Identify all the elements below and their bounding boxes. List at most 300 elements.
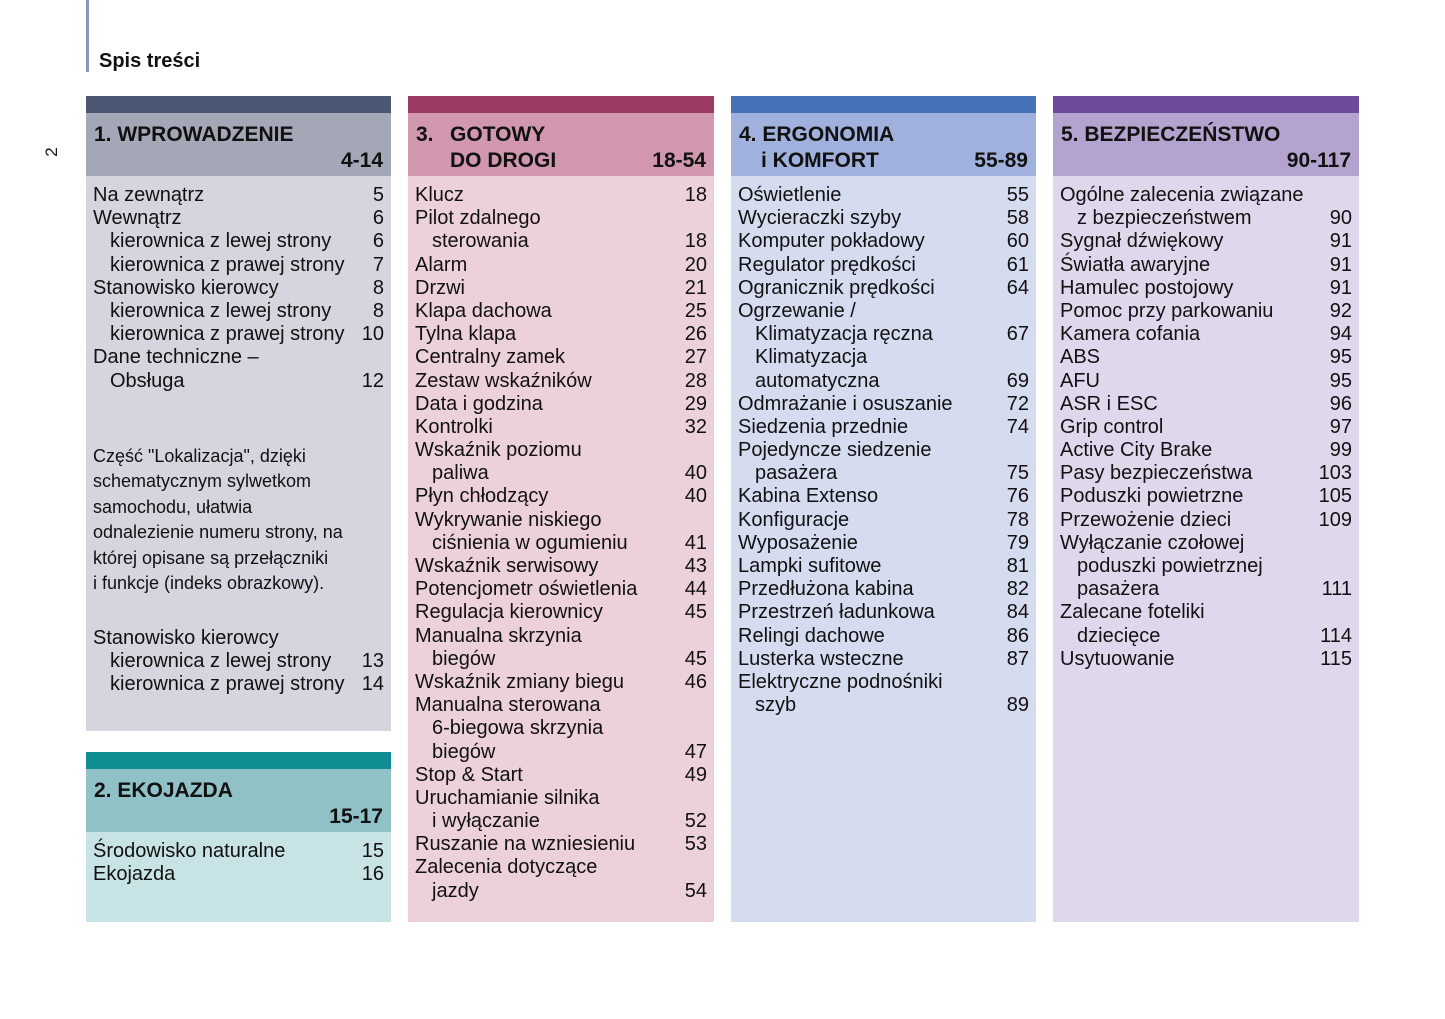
- toc-entry-page: 82: [1006, 578, 1029, 601]
- toc-entry-title: Poduszki powietrzne: [1060, 485, 1244, 508]
- toc-entry-page: 53: [684, 833, 707, 856]
- toc-entry-page: 7: [372, 253, 384, 276]
- section-3-range: 18-54: [652, 149, 706, 172]
- toc-entry: [1060, 230, 1352, 252]
- toc-entry-title: Ogranicznik prędkości: [738, 276, 935, 299]
- section-3-list: [415, 184, 707, 902]
- toc-entry-page: 90: [1329, 207, 1352, 230]
- toc-entry-title: kierownica z prawej strony: [110, 253, 345, 276]
- section-4-range: 55-89: [974, 149, 1028, 172]
- toc-entry-title: Klapa dachowa: [415, 299, 552, 322]
- toc-entry: [1060, 277, 1352, 299]
- toc-entry-title: sterowania: [432, 230, 529, 253]
- note-line: schematycznym sylwetkom: [93, 471, 312, 491]
- toc-entry: [93, 277, 384, 299]
- toc-entry: [415, 346, 707, 368]
- toc-entry-title: Lusterka wsteczne: [738, 647, 904, 670]
- toc-entry-title: Pilot zdalnego: [415, 207, 541, 230]
- toc-entry: [93, 673, 384, 695]
- toc-entry: [415, 601, 707, 623]
- toc-entry-page: 81: [1006, 555, 1029, 577]
- toc-entry-page: 45: [684, 647, 707, 670]
- toc-entry: [93, 863, 384, 885]
- toc-entry-page: 45: [684, 601, 707, 624]
- toc-entry-page: 105: [1318, 485, 1352, 508]
- section-4-body: [731, 176, 1036, 922]
- toc-entry: [738, 323, 1029, 345]
- section-5: [1053, 96, 1359, 922]
- toc-entry-title: z bezpieczeństwem: [1077, 207, 1252, 230]
- toc-entry-title: paliwa: [432, 462, 489, 485]
- toc-entry: [1060, 300, 1352, 322]
- toc-entry-page: 15: [361, 840, 384, 862]
- toc-entry-title: Pomoc przy parkowaniu: [1060, 299, 1274, 322]
- toc-entry: [1060, 648, 1352, 670]
- toc-entry-title: Przestrzeń ładunkowa: [738, 601, 935, 624]
- toc-entry-page: 99: [1329, 439, 1352, 462]
- toc-entry: [415, 254, 707, 276]
- toc-entry-title: dziecięce: [1077, 624, 1161, 647]
- section-5-header: [1053, 113, 1359, 176]
- toc-entry-title: szyb: [755, 694, 797, 717]
- toc-entry: [415, 856, 707, 878]
- toc-entry-page: 8: [372, 276, 384, 299]
- toc-entry: [738, 439, 1029, 461]
- toc-entry-page: 72: [1006, 392, 1029, 415]
- toc-entry: [415, 555, 707, 577]
- toc-entry-title: Wskaźnik poziomu: [415, 439, 582, 462]
- toc-entry: [738, 532, 1029, 554]
- toc-entry: [1060, 370, 1352, 392]
- toc-entry-title: poduszki powietrznej: [1077, 555, 1263, 577]
- toc-entry-page: 76: [1006, 485, 1029, 508]
- toc-entry: [738, 207, 1029, 229]
- toc-entry-page: 6: [372, 207, 384, 230]
- section-1-title: WPROWADZENIE: [117, 123, 294, 146]
- toc-entry-title: Ruszanie na wzniesieniu: [415, 833, 636, 856]
- toc-entry-page: 40: [684, 485, 707, 508]
- page-title: Spis treści: [99, 50, 201, 72]
- toc-entry-title: Klimatyzacja ręczna: [755, 323, 933, 346]
- section-5-title: BEZPIECZEŃSTWO: [1084, 123, 1281, 146]
- toc-entry-title: Manualna skrzynia: [415, 624, 582, 647]
- toc-entry-title: Active City Brake: [1060, 439, 1213, 462]
- toc-entry-page: 67: [1006, 323, 1029, 346]
- toc-entry: [415, 578, 707, 600]
- section-5-range: 90-117: [1286, 149, 1351, 172]
- toc-entry: [93, 254, 384, 276]
- section-4-header: [731, 113, 1036, 176]
- section-5-strip: [1053, 96, 1359, 113]
- toc-entry-title: Wyposażenie: [738, 531, 858, 554]
- toc-entry-page: 69: [1006, 369, 1029, 392]
- toc-entry-title: Grip control: [1060, 415, 1164, 438]
- toc-entry-page: 91: [1329, 230, 1352, 253]
- toc-entry: [738, 277, 1029, 299]
- toc-entry: [738, 346, 1029, 368]
- section-5-number: 5.: [1061, 123, 1079, 146]
- toc-entry-title: pasażera: [755, 462, 838, 485]
- toc-entry-title: ABS: [1060, 346, 1101, 369]
- toc-entry-title: Ogrzewanie /: [738, 299, 856, 322]
- toc-entry-title: Wskaźnik zmiany biegu: [415, 670, 624, 693]
- toc-entry: [415, 880, 707, 902]
- toc-entry-title: Usytuowanie: [1060, 647, 1175, 670]
- toc-entry-title: kierownica z lewej strony: [110, 230, 332, 253]
- toc-entry-title: Kontrolki: [415, 415, 493, 438]
- toc-entry-page: 8: [372, 299, 384, 322]
- toc-entry: [415, 694, 707, 716]
- toc-entry-title: Ekojazda: [93, 863, 176, 886]
- section-4-list: [738, 184, 1029, 716]
- toc-entry: [738, 671, 1029, 693]
- toc-entry-title: Tylna klapa: [415, 323, 517, 346]
- toc-entry: [415, 648, 707, 670]
- toc-entry-page: 44: [684, 578, 707, 601]
- toc-entry: [93, 346, 384, 368]
- toc-entry-title: Kabina Extenso: [738, 485, 879, 508]
- section-2-body: [86, 832, 391, 922]
- toc-entry-title: Obsługa: [110, 369, 185, 392]
- toc-entry-title: Wskaźnik serwisowy: [415, 555, 599, 577]
- toc-entry-page: 61: [1006, 253, 1029, 276]
- toc-entry-page: 103: [1318, 462, 1352, 485]
- toc-entry: [738, 230, 1029, 252]
- toc-entry-page: 10: [361, 323, 384, 346]
- toc-entry-title: Relingi dachowe: [738, 624, 885, 647]
- toc-entry: [738, 485, 1029, 507]
- toc-entry-page: 52: [684, 810, 707, 833]
- toc-entry-title: kierownica z prawej strony: [110, 672, 345, 695]
- toc-entry: [1060, 254, 1352, 276]
- toc-entry-page: 97: [1329, 415, 1352, 438]
- toc-entry-page: 92: [1329, 299, 1352, 322]
- toc-entry-page: 111: [1321, 578, 1352, 601]
- toc-entry: [93, 300, 384, 322]
- toc-entry-title: Zalecane foteliki: [1060, 601, 1205, 624]
- toc-entry-page: 96: [1329, 392, 1352, 415]
- section-1-header: [86, 113, 391, 176]
- toc-entry-page: 75: [1006, 462, 1029, 485]
- toc-entry-page: 95: [1329, 346, 1352, 369]
- section-4-number: 4.: [739, 123, 757, 146]
- margin-rule: [86, 0, 89, 72]
- toc-entry: [415, 207, 707, 229]
- section-2-title: EKOJAZDA: [117, 779, 233, 802]
- toc-entry-page: 12: [361, 369, 384, 392]
- toc-entry-page: 27: [684, 346, 707, 369]
- toc-entry-page: 40: [684, 462, 707, 485]
- toc-entry-page: 18: [684, 230, 707, 253]
- toc-entry: [738, 601, 1029, 623]
- toc-entry-title: Na zewnątrz: [93, 184, 205, 206]
- toc-entry-title: Manualna sterowana: [415, 694, 601, 717]
- toc-entry: [93, 650, 384, 672]
- toc-entry-page: 94: [1329, 323, 1352, 346]
- toc-entry-page: 95: [1329, 369, 1352, 392]
- toc-entry: [415, 300, 707, 322]
- toc-entry: [738, 648, 1029, 670]
- section-2-list: [93, 840, 384, 885]
- toc-entry-page: 115: [1320, 647, 1352, 670]
- section-3-strip: [408, 96, 714, 113]
- section-1-body: [86, 176, 391, 731]
- toc-entry: [415, 323, 707, 345]
- toc-entry-page: 25: [684, 299, 707, 322]
- toc-entry-page: 60: [1006, 230, 1029, 253]
- section-1-range: 4-14: [340, 149, 383, 172]
- toc-entry-title: kierownica z lewej strony: [110, 649, 332, 672]
- toc-entry: [93, 184, 384, 206]
- toc-entry-page: 28: [684, 369, 707, 392]
- section-1-strip: [86, 96, 391, 113]
- toc-entry-title: Regulacja kierownicy: [415, 601, 603, 624]
- toc-entry: [415, 230, 707, 252]
- toc-entry: [1060, 532, 1352, 554]
- toc-entry-title: Środowisko naturalne: [93, 840, 286, 862]
- toc-entry-page: 20: [684, 253, 707, 276]
- toc-entry: [415, 485, 707, 507]
- note-line: i funkcje (indeks obrazkowy).: [93, 573, 325, 593]
- toc-entry-page: 13: [361, 649, 384, 672]
- toc-entry-page: 79: [1006, 531, 1029, 554]
- toc-entry: [415, 509, 707, 531]
- section-3: [408, 96, 714, 922]
- toc-entry: [415, 393, 707, 415]
- toc-entry-page: 91: [1329, 276, 1352, 299]
- section-4-strip: [731, 96, 1036, 113]
- toc-entry: [738, 509, 1029, 531]
- toc-entry-title: biegów: [432, 647, 496, 670]
- toc-entry-title: Kamera cofania: [1060, 323, 1201, 346]
- toc-entry: [415, 741, 707, 763]
- toc-entry-title: Alarm: [415, 253, 468, 276]
- toc-entry-title: 6-biegowa skrzynia: [432, 717, 604, 740]
- toc-entry-title: Data i godzina: [415, 392, 543, 415]
- section-2-range: 15-17: [329, 805, 383, 828]
- section-1-note: [93, 444, 384, 597]
- toc-entry-page: 18: [684, 184, 707, 206]
- toc-entry-title: automatyczna: [755, 369, 880, 392]
- toc-entry: [1060, 184, 1352, 206]
- toc-entry-title: Wykrywanie niskiego: [415, 508, 602, 531]
- section-1: [86, 96, 391, 731]
- page-number: 2: [42, 147, 61, 157]
- toc-entry-page: 14: [361, 672, 384, 695]
- toc-entry: [1060, 207, 1352, 229]
- toc-entry: [415, 277, 707, 299]
- section-4-title-line2: i KOMFORT: [761, 149, 879, 172]
- toc-entry: [1060, 578, 1352, 600]
- toc-entry-title: AFU: [1060, 369, 1100, 392]
- toc-entry: [738, 254, 1029, 276]
- section-3-number: 3.: [416, 123, 434, 146]
- note-line: odnalezienie numeru strony, na: [93, 522, 343, 542]
- toc-entry-page: 58: [1006, 207, 1029, 230]
- toc-entry: [415, 184, 707, 206]
- toc-entry: [1060, 393, 1352, 415]
- toc-entry: [1060, 416, 1352, 438]
- toc-entry-page: 5: [372, 184, 384, 206]
- toc-entry-title: Światła awaryjne: [1060, 253, 1211, 276]
- toc-entry-page: 78: [1006, 508, 1029, 531]
- toc-entry: [1060, 323, 1352, 345]
- toc-entry-title: Centralny zamek: [415, 346, 566, 369]
- note-line: samochodu, ułatwia: [93, 496, 253, 517]
- toc-entry-title: Stanowisko kierowcy: [93, 276, 279, 299]
- toc-entry-title: kierownica z prawej strony: [110, 323, 345, 346]
- toc-entry-title: Hamulec postojowy: [1060, 276, 1234, 299]
- toc-entry: [1060, 625, 1352, 647]
- toc-entry-page: 32: [684, 415, 707, 438]
- toc-entry-title: Komputer pokładowy: [738, 230, 925, 253]
- toc-entry: [415, 833, 707, 855]
- toc-entry: [1060, 462, 1352, 484]
- toc-entry-page: 89: [1006, 694, 1029, 717]
- toc-entry: [738, 300, 1029, 322]
- toc-entry: [415, 439, 707, 461]
- toc-entry-title: Regulator prędkości: [738, 253, 916, 276]
- toc-entry: [738, 370, 1029, 392]
- section-3-title-line1: GOTOWY: [450, 123, 546, 146]
- toc-entry: [415, 764, 707, 786]
- toc-entry-title: Pasy bezpieczeństwa: [1060, 462, 1253, 485]
- toc-entry-page: 54: [684, 879, 707, 902]
- toc-entry-title: Zalecenia dotyczące: [415, 856, 598, 879]
- toc-entry-page: 26: [684, 323, 707, 346]
- toc-entry-page: 16: [361, 863, 384, 886]
- toc-entry-page: 87: [1006, 647, 1029, 670]
- toc-entry: [93, 230, 384, 252]
- section-4-title-line1: ERGONOMIA: [762, 123, 895, 146]
- toc-entry: [93, 627, 384, 649]
- toc-entry-title: Elektryczne podnośniki: [738, 670, 943, 693]
- toc-entry-page: 41: [684, 531, 707, 554]
- toc-entry-title: Wycieraczki szyby: [738, 207, 902, 230]
- toc-entry-page: 55: [1006, 184, 1029, 206]
- toc-entry: [1060, 555, 1352, 577]
- toc-entry-page: 114: [1320, 624, 1352, 647]
- toc-entry-page: 46: [684, 670, 707, 693]
- toc-entry: [738, 578, 1029, 600]
- section-5-body: [1053, 176, 1359, 922]
- toc-entry-title: Potencjometr oświetlenia: [415, 578, 638, 601]
- toc-entry-title: Przedłużona kabina: [738, 578, 914, 601]
- toc-entry-title: Pojedyncze siedzenie: [738, 439, 932, 462]
- section-2-strip: [86, 752, 391, 769]
- toc-entry-title: pasażera: [1077, 578, 1160, 601]
- note-line: Część "Lokalizacja", dzięki: [93, 445, 306, 466]
- toc-entry: [1060, 439, 1352, 461]
- section-4: [731, 96, 1036, 922]
- toc-entry-title: jazdy: [432, 879, 479, 902]
- toc-entry-title: Stanowisko kierowcy: [93, 626, 279, 649]
- toc-entry-title: kierownica z lewej strony: [110, 299, 332, 322]
- toc-entry-page: 47: [684, 740, 707, 763]
- toc-entry-page: 91: [1329, 253, 1352, 276]
- toc-entry-title: Drzwi: [415, 276, 465, 299]
- toc-entry-title: Ogólne zalecenia związane: [1060, 184, 1304, 206]
- toc-entry-page: 43: [684, 555, 707, 577]
- toc-entry-title: ciśnienia w ogumieniu: [432, 531, 628, 554]
- toc-entry-page: 109: [1318, 508, 1352, 531]
- toc-entry: [738, 694, 1029, 716]
- toc-entry-title: Uruchamianie silnika: [415, 786, 600, 809]
- toc-entry-title: Klimatyzacja: [755, 346, 868, 369]
- toc-entry: [738, 462, 1029, 484]
- toc-entry: [738, 393, 1029, 415]
- toc-entry-title: Klucz: [415, 184, 464, 206]
- toc-entry-title: Płyn chłodzący: [415, 485, 549, 508]
- toc-entry-page: 84: [1006, 601, 1029, 624]
- section-1-list-2: [93, 627, 384, 695]
- toc-entry-title: Wewnątrz: [93, 207, 182, 230]
- toc-entry: [415, 717, 707, 739]
- section-2: [86, 752, 391, 922]
- section-2-header: [86, 769, 391, 832]
- section-3-header: [408, 113, 714, 176]
- toc-entry: [415, 416, 707, 438]
- section-1-number: 1.: [94, 123, 112, 146]
- toc-entry: [1060, 346, 1352, 368]
- section-3-body: [408, 176, 714, 922]
- section-3-title-line2: DO DROGI: [450, 149, 557, 172]
- toc-entry: [415, 787, 707, 809]
- toc-entry: [93, 370, 384, 392]
- toc-entry-title: i wyłączanie: [432, 810, 540, 833]
- toc-entry-page: 6: [372, 230, 384, 253]
- toc-entry-title: Dane techniczne –: [93, 346, 259, 369]
- toc-entry-title: Odmrażanie i osuszanie: [738, 392, 953, 415]
- section-5-list: [1060, 184, 1352, 670]
- toc-entry: [93, 840, 384, 862]
- toc-entry: [415, 671, 707, 693]
- toc-entry-title: Stop & Start: [415, 763, 523, 786]
- toc-entry-title: Zestaw wskaźników: [415, 369, 592, 392]
- toc-entry: [1060, 601, 1352, 623]
- toc-entry: [738, 184, 1029, 206]
- toc-entry: [415, 462, 707, 484]
- note-line: której opisane są przełączniki: [93, 547, 329, 568]
- toc-entry-page: 74: [1006, 415, 1029, 438]
- toc-entry: [738, 416, 1029, 438]
- toc-entry-page: 21: [684, 276, 707, 299]
- toc-entry-page: 49: [684, 763, 707, 786]
- toc-entry-title: Konfiguracje: [738, 508, 850, 531]
- toc-entry: [415, 370, 707, 392]
- section-2-number: 2.: [94, 779, 112, 802]
- toc-entry: [93, 207, 384, 229]
- toc-entry: [1060, 509, 1352, 531]
- section-1-list: [93, 184, 384, 392]
- toc-entry: [1060, 485, 1352, 507]
- toc-entry-title: Siedzenia przednie: [738, 415, 909, 438]
- toc-entry-title: Wyłączanie czołowej: [1060, 531, 1245, 554]
- toc-entry-page: 64: [1006, 276, 1029, 299]
- toc-entry-title: Przewożenie dzieci: [1060, 508, 1232, 531]
- toc-entry: [93, 323, 384, 345]
- toc-entry: [738, 555, 1029, 577]
- toc-entry: [415, 532, 707, 554]
- toc-entry-page: 29: [684, 392, 707, 415]
- toc-entry-title: Lampki sufitowe: [738, 555, 882, 577]
- toc-entry-title: Sygnał dźwiękowy: [1060, 230, 1224, 253]
- toc-entry: [738, 625, 1029, 647]
- toc-entry-title: ASR i ESC: [1060, 392, 1158, 415]
- toc-entry: [415, 625, 707, 647]
- toc-entry-title: Oświetlenie: [738, 184, 842, 206]
- toc-entry-title: biegów: [432, 740, 496, 763]
